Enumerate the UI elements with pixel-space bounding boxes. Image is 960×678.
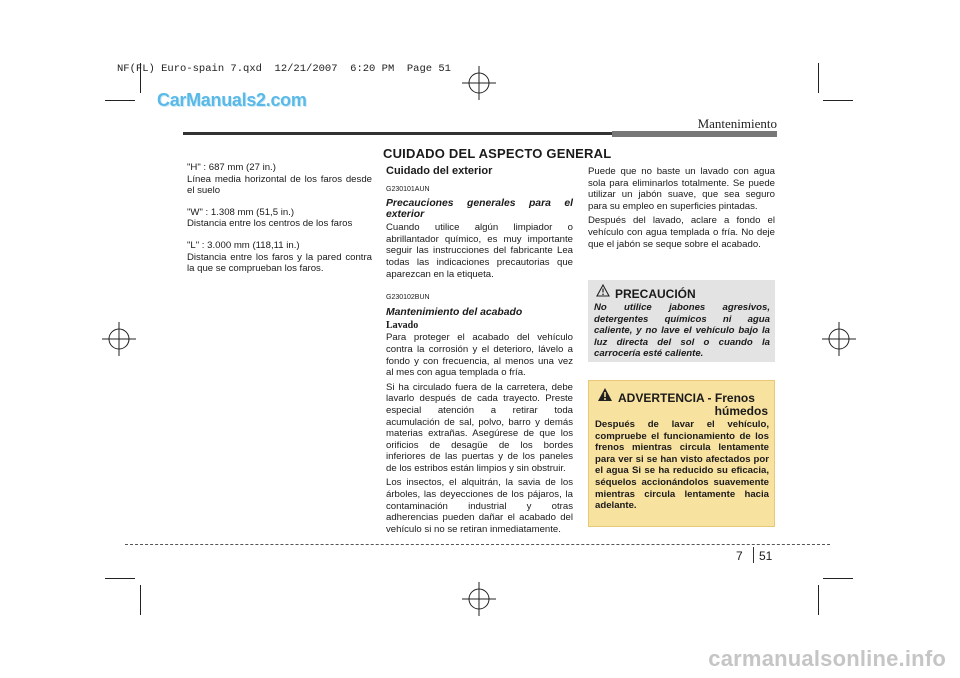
footer-rule bbox=[125, 544, 830, 545]
column-left bbox=[187, 162, 372, 285]
measure-item bbox=[187, 207, 372, 230]
paragraph: Si ha circulado fuera de la carretera, debe lavarlo después de cada trayecto. Preste especial atención a retirar toda acumulación de sal, polvo, barro y demás materias extrañas. Asegúrese de que los orificios de desagüe de los bordes inferiores de las puertas y de los paneles de los estribos están limpios y sin obstruir. bbox=[386, 381, 573, 474]
crop-mark bbox=[105, 578, 135, 579]
paragraph: Puede que no baste un lavado con agua sola para eliminarlos totalmente. Se puede utilizar un jabón suave, que sea seguro para su empleo en superficies pintadas. bbox=[588, 166, 775, 212]
caution-box bbox=[588, 280, 775, 362]
site-logo[interactable]: CarManuals2.com bbox=[157, 90, 307, 110]
paragraph: Los insectos, el alquitrán, la savia de los árboles, las deyecciones de los pájaros, la contaminación industrial y otras adherencias pueden dañar el acabado del vehículo si no se retiran inmediatamente. bbox=[386, 477, 573, 535]
measure-value: "L" : 3.000 mm (118,11 in.) bbox=[187, 239, 300, 251]
crop-mark bbox=[818, 585, 819, 615]
header-rule bbox=[183, 132, 612, 135]
column-middle bbox=[386, 166, 573, 538]
section-name: Mantenimiento bbox=[697, 116, 777, 131]
registration-mark-right bbox=[822, 322, 856, 356]
measure-value: "W" : 1.308 mm (51,5 in.) bbox=[187, 206, 295, 218]
registration-mark-left bbox=[102, 322, 136, 356]
measure-item bbox=[187, 240, 372, 275]
warning-title-cont: húmedos bbox=[714, 404, 768, 418]
crop-mark bbox=[140, 585, 141, 615]
column-right bbox=[588, 166, 775, 253]
paragraph: Para proteger el acabado del vehículo contra la corrosión y el deterioro, lávelo a fondo y con frecuencia, al menos una vez al mes con agua templada o fría. bbox=[386, 332, 573, 379]
measure-desc: Distancia entre los faros y la pared contra la que se comprueban los faros. bbox=[187, 251, 372, 275]
page-number: 51 bbox=[759, 549, 773, 563]
page-separator bbox=[753, 547, 754, 563]
ref-code: G230101AUN bbox=[386, 185, 430, 193]
page-title: CUIDADO DEL ASPECTO GENERAL bbox=[383, 146, 612, 161]
caution-text: No utilice jabones agresivos, detergentes químicos ni agua caliente, y no lave el vehículo bajo la luz directa del sol o cuando la carrocería esté caliente. bbox=[594, 302, 770, 360]
subsection-heading: Mantenimiento del acabado bbox=[386, 306, 523, 318]
measure-desc: Línea media horizontal de los faros desde el suelo bbox=[187, 173, 372, 197]
chapter-number: 7 bbox=[736, 549, 743, 563]
measure-desc: Distancia entre los centros de los faros bbox=[187, 218, 353, 230]
ref-code: G230102BUN bbox=[386, 294, 430, 302]
crop-mark bbox=[105, 100, 135, 101]
paragraph: Cuando utilice algún limpiador o abrillantador químico, es muy importante seguir las instrucciones del fabricante Lea todas las indicaciones precautorias que aparezcan en la etiqueta. bbox=[386, 222, 573, 280]
warning-box bbox=[588, 380, 775, 527]
warning-triangle-icon bbox=[596, 284, 610, 297]
paragraph: Después del lavado, aclare a fondo el vehículo con agua templada o fría. No deje que el jabón se seque sobre el acabado. bbox=[588, 215, 775, 250]
crop-mark bbox=[818, 63, 819, 93]
warning-text: Después de lavar el vehículo, compruebe el funcionamiento de los frenos mientras circula lentamente para ver si se han visto afectados por el agua Si se ha reducido su eficacia, séquelos accionándolos suavemente mientras circula lentamente hacia adelante. bbox=[595, 419, 769, 512]
header-rule-accent bbox=[612, 131, 777, 137]
registration-mark-top bbox=[462, 66, 496, 100]
subsection-heading: Precauciones generales para el exterior bbox=[386, 198, 573, 221]
watermark-text: carmanualsonline.info bbox=[708, 646, 946, 671]
crop-mark bbox=[823, 100, 853, 101]
section-heading: Cuidado del exterior bbox=[386, 165, 493, 177]
print-file-info: NF(FL) Euro-spain 7.qxd 12/21/2007 6:20 PM Page 51 bbox=[117, 63, 451, 75]
registration-mark-bottom bbox=[462, 582, 496, 616]
warning-title: ADVERTENCIA - Frenos bbox=[618, 391, 755, 405]
crop-mark bbox=[823, 578, 853, 579]
measure-value: "H" : 687 mm (27 in.) bbox=[187, 162, 276, 173]
caution-title: PRECAUCIÓN bbox=[615, 287, 696, 301]
warning-triangle-icon bbox=[597, 387, 613, 402]
minor-heading: Lavado bbox=[386, 319, 419, 331]
measure-item bbox=[187, 162, 372, 197]
